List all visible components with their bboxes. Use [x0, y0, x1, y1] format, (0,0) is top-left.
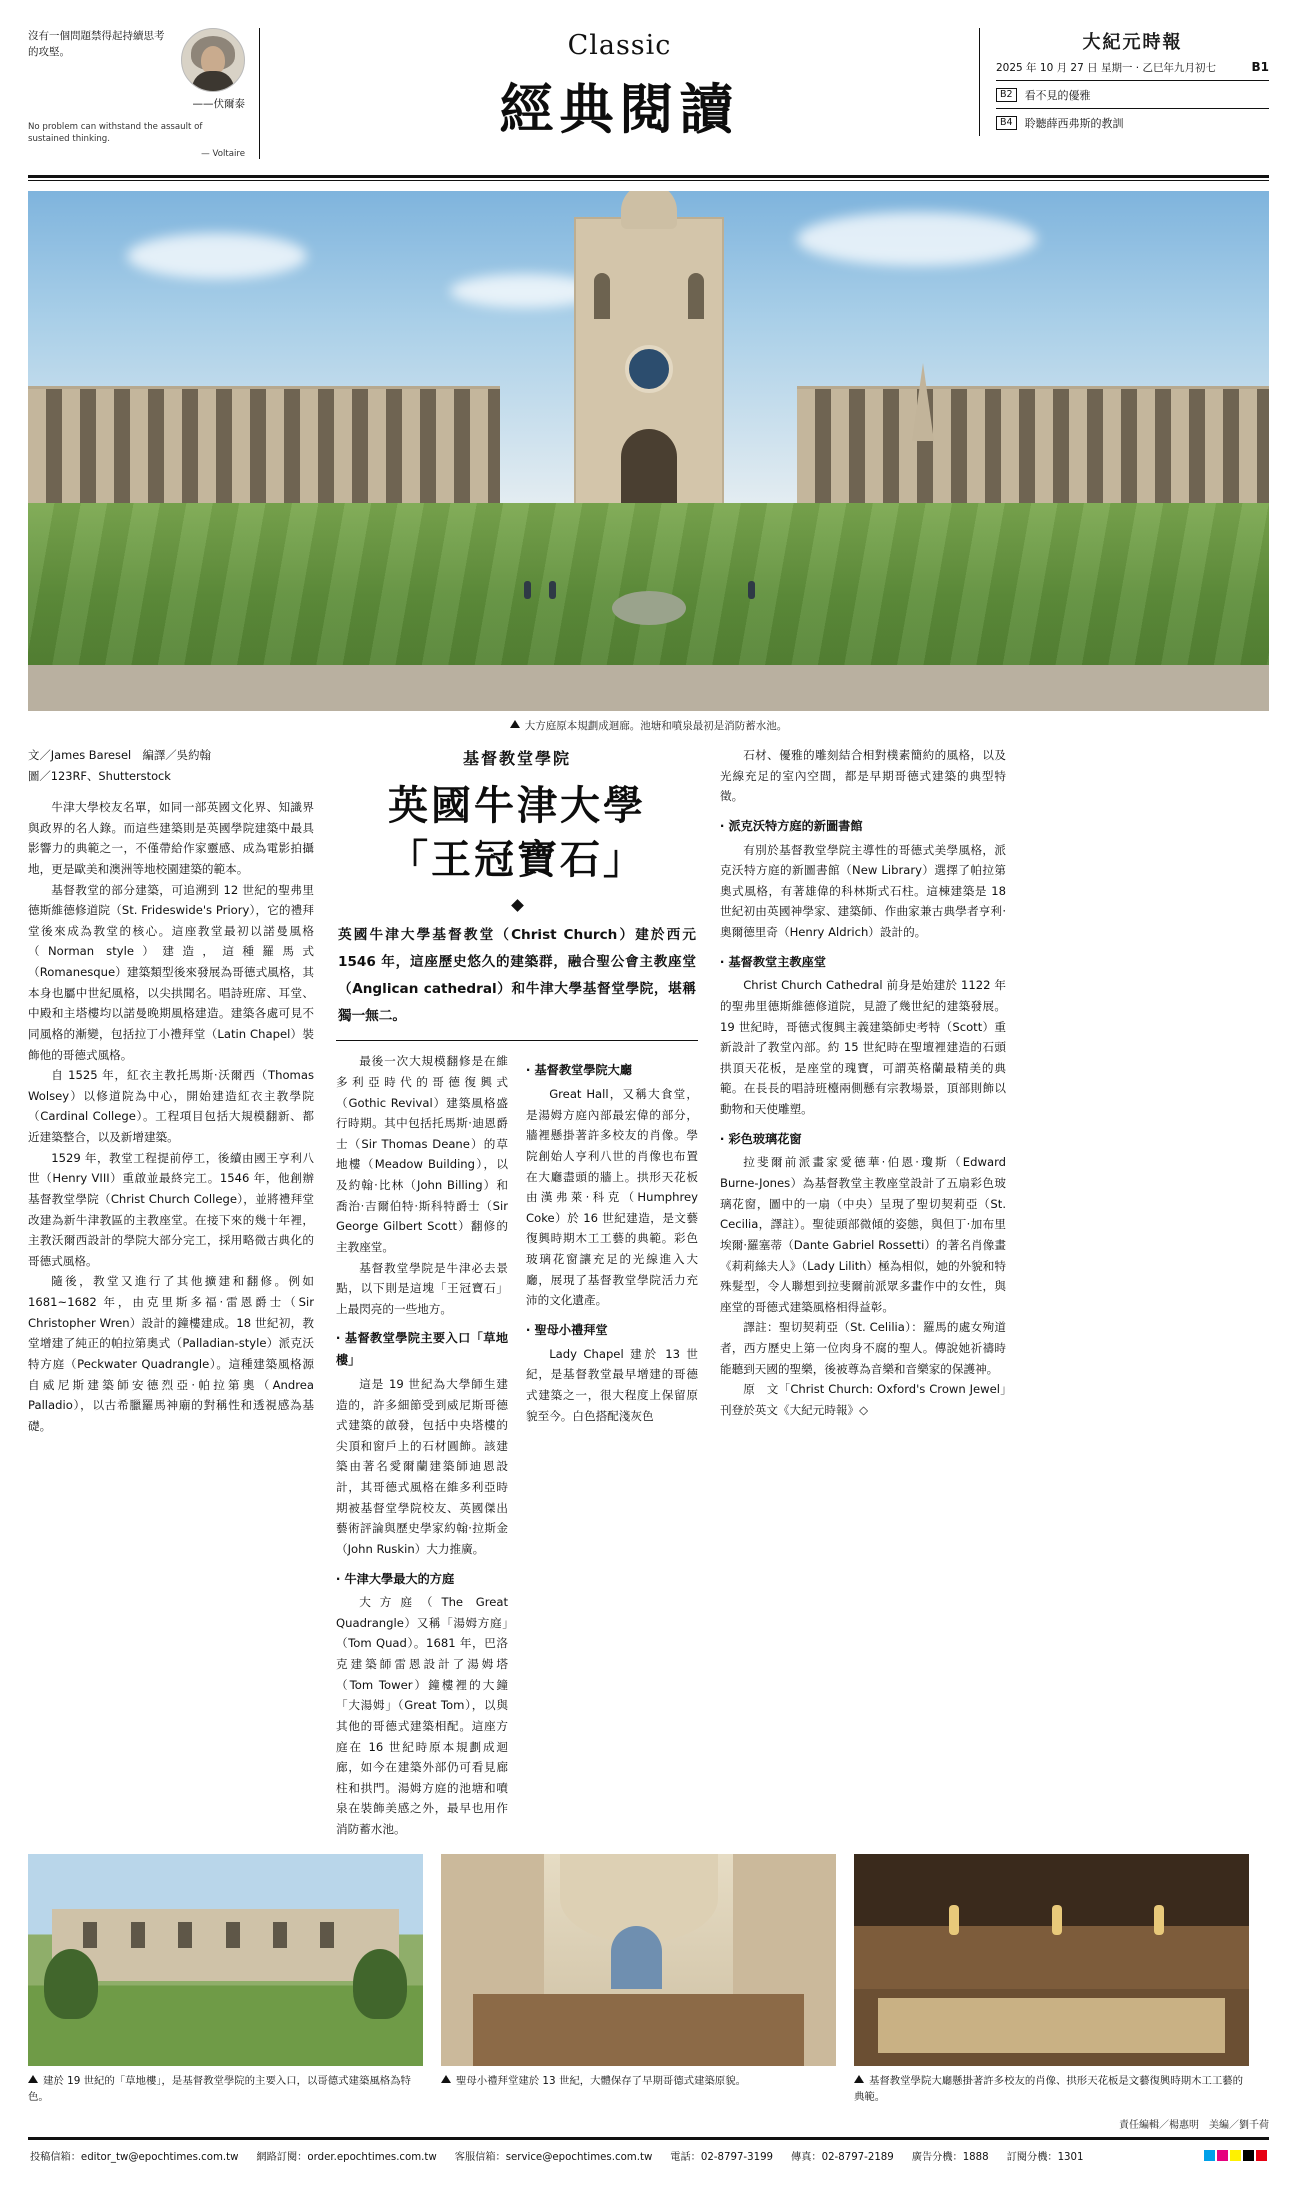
editor-credit: 責任編輯／楊惠明 美編／劉千荷 — [1119, 2120, 1269, 2131]
photo-caption — [28, 2073, 423, 2106]
article-kicker: 基督教堂學院 — [462, 748, 571, 768]
byline-block — [28, 745, 314, 787]
masthead — [28, 0, 1269, 169]
column-2b — [526, 1051, 698, 1839]
byline-authors: 文／James Baresel 編譯／吳約翰 — [28, 747, 211, 762]
footer-tel: 電話：02-8797-3199 — [670, 2152, 774, 2163]
paragraph: 有別於基督教堂學院主導性的哥德式美學風格，派克沃特方庭的新圖書館（New Library）選擇了帕拉第奧式風格，有著雄偉的科林斯式石柱。這棟建築是 18 世紀初由英國神學家、建築師、作曲家兼古典學者亨利‧奧爾德里奇（Henry Aldrich）設計的。 — [720, 842, 1006, 939]
voltaire-portrait-avatar — [181, 28, 245, 92]
quote-english: No problem can withstand the assault of sustained thinking. — [28, 122, 203, 145]
index-label-b2: 看不見的優雅 — [1024, 89, 1091, 102]
quote-english-attribution: — Voltaire — [201, 148, 245, 159]
page-title-line-2: 「王冠寶石」 — [388, 835, 646, 883]
photo-great-hall — [854, 1854, 1249, 2106]
bottom-photo-row — [28, 1854, 1269, 2106]
photo-image — [441, 1854, 836, 2066]
masthead-rule-thin — [28, 180, 1269, 181]
paper-name: 大紀元時報 — [1082, 32, 1183, 53]
masthead-title-block — [260, 28, 979, 144]
section-heading: ‧ 基督教堂學院主要入口「草地樓」 — [336, 1328, 508, 1371]
section-heading: ‧ 基督教堂主教座堂 — [720, 952, 1006, 974]
paragraph: 最後一次大規模翻修是在維多利亞時代的哥德復興式（Gothic Revival）建築風格盛行時期。其中包括托馬斯‧迪恩爵士（Sir Thomas Deane）的草地樓（Meadow Building），以及約翰‧比林（John Billing）和喬治‧吉爾伯特‧斯科特爵士（Sir George Gilbert Scott）翻修的主教座堂。 — [336, 1054, 508, 1254]
page-title-line-1: 英國牛津大學 — [388, 782, 646, 830]
section-heading: ‧ 基督教堂學院大廳 — [526, 1060, 698, 1082]
caption-triangle-icon — [510, 720, 520, 728]
section-heading: ‧ 派克沃特方庭的新圖書館 — [720, 816, 1006, 838]
index-item-b2[interactable] — [996, 81, 1269, 109]
index-badge-b4: B4 — [996, 116, 1017, 130]
swatch-red — [1256, 2150, 1267, 2161]
caption-triangle-icon — [854, 2075, 864, 2083]
caption-triangle-icon — [441, 2075, 451, 2083]
tower-clock — [625, 345, 673, 393]
page-number: B1 — [1251, 60, 1269, 74]
masthead-info-block — [979, 28, 1269, 136]
diamond-divider-icon — [511, 899, 524, 912]
paragraph: 基督教堂的部分建築，可追溯到 12 世紀的聖弗里德斯維德修道院（St. Frideswide's Priory），它的禮拜堂後來成為教堂的核心。這座教堂最初以諾曼風格（Norman style）建造，這種羅馬式（Romanesque）建築類型後來發展為哥德式風格，其本身也屬中世紀風格，以尖拱聞名。唱詩班席、耳堂、中殿和主塔樓均以諾曼晚期風格建造。建築各處可見不同風格的漸變，包括拉丁小禮拜堂（Latin Chapel）裝飾他的哥德式風格。 — [28, 882, 314, 1062]
column-2a — [336, 1051, 508, 1839]
masthead-quote-block — [28, 28, 260, 159]
photo-caption-text: 基督教堂學院大廳懸掛著許多校友的肖像、拱形天花板是文藝復興時期木工工藝的典範。 — [854, 2074, 1244, 2104]
paragraph: 隨後，教堂又進行了其他擴建和翻修。例如 1681~1682 年，由克里斯多福‧雷恩爵士（Sir Christopher Wren）設計的鐘樓建成。18 世紀初，教堂增建了純正的帕拉第奧式（Palladian-style）派克沃特方庭（Peckwater Quadrangle）。這種建築風格源自威尼斯建築師安德烈亞‧帕拉第奧（Andrea Palladio），以古希臘羅馬神廟的對稱性和透視感為基礎。 — [28, 1274, 314, 1433]
translator-note: 譯註：聖切契莉亞（St. Celilia）：羅馬的處女殉道者，西方歷史上第一位肉身不腐的聖人。傳說她祈禱時能聽到天國的聖樂，後被尊為音樂和音樂家的保護神。 — [720, 1320, 1006, 1376]
photo-image — [854, 1854, 1249, 2066]
caption-triangle-icon — [28, 2075, 38, 2083]
photo-meadow-building — [28, 1854, 423, 2106]
section-heading: ‧ 聖母小禮拜堂 — [526, 1320, 698, 1342]
tom-tower — [574, 217, 724, 539]
swatch-black — [1243, 2150, 1254, 2161]
swatch-magenta — [1217, 2150, 1228, 2161]
masthead-rule-thick — [28, 175, 1269, 178]
footer-submission[interactable]: 投稿信箱：editor_tw@epochtimes.com.tw — [30, 2152, 239, 2163]
hero-photo-tom-quad — [28, 191, 1269, 711]
color-registration-swatches — [1204, 2150, 1267, 2161]
source-note: 原 文「Christ Church: Oxford's Crown Jewel」刊登於英文《大紀元時報》◇ — [720, 1382, 1006, 1417]
paragraph: 自 1525 年，紅衣主教托馬斯‧沃爾西（Thomas Wolsey）以修道院為中心，開始建造紅衣主教學院（Cardinal College）。工程項目包括大規模翻新、都近建築整合，以及新增建築。 — [28, 1068, 314, 1145]
photo-caption-text: 建於 19 世紀的「草地樓」，是基督教堂學院的主要入口，以哥德式建築風格為特色。 — [28, 2074, 411, 2104]
classic-label: Classic — [567, 30, 672, 61]
hero-caption-text: 大方庭原本規劃成迴廊。池塘和噴泉最初是消防蓄水池。 — [524, 719, 788, 732]
photo-lady-chapel — [441, 1854, 836, 2106]
index-label-b4: 聆聽薛西弗斯的教訓 — [1024, 117, 1124, 130]
date-row — [996, 54, 1269, 81]
article-body — [28, 745, 1269, 1840]
footer-fax: 傳真：02-8797-2189 — [791, 2152, 894, 2163]
footer-service[interactable]: 客服信箱：service@epochtimes.com.tw — [454, 2152, 653, 2163]
paragraph: 基督教堂學院是牛津必去景點，以下則是這塊「王冠寶石」上最閃亮的一些地方。 — [336, 1260, 508, 1316]
publication-date: 2025 年 10 月 27 日 星期一 · 乙巳年九月初七 — [996, 62, 1216, 74]
paragraph: 大方庭（The Great Quadrangle）又稱「湯姆方庭」（Tom Quad）。1681 年，巴洛克建築師雷恩設計了湯姆塔（Tom Tower）鐘樓裡的大鐘「大湯姆」（Great Tom），以與其他的哥德式建築相配。這座方庭在 16 世紀時原本規劃成迴廊，如今在建築外部仍可看見廊柱和拱門。湯姆方庭的池塘和噴泉在裝飾美感之外，最早也用作消防蓄水池。 — [336, 1595, 508, 1837]
section-heading: ‧ 牛津大學最大的方庭 — [336, 1569, 508, 1591]
swatch-yellow — [1230, 2150, 1241, 2161]
headline-block — [336, 745, 698, 910]
paragraph: 石材、優雅的雕刻結合相對樸素簡約的風格，以及光線充足的室內空間，都是早期哥德式建築的典型特徵。 — [720, 747, 1006, 804]
paragraph: 這是 19 世紀為大學師生建造的，許多細節受到威尼斯哥德式建築的啟發，包括中央塔樓的尖頂和窗戶上的石材圓飾。該建築由著名愛爾蘭建築師迪恩設計，其哥德式風格在維多利亞時期被基督堂學院校友、英國傑出藝術評論與歷史學家約翰‧拉斯金（John Ruskin）大力推廣。 — [336, 1376, 508, 1556]
footer-subscribe-ext: 訂閱分機：1301 — [1006, 2152, 1084, 2163]
paragraph: 1529 年，教堂工程提前停工，後續由國王亨利八世（Henry VIII）重啟並最終完工。1546 年，他創辦基督教堂學院（Christ Church College），並將禮拜堂改建為新牛津教區的主教座堂。在接下來的幾十年裡，主教沃爾西設計的學院大部分完工，採用略微古典化的哥德式風格。 — [28, 1150, 314, 1268]
section-title: 經典閱讀 — [499, 77, 740, 141]
photo-image — [28, 1854, 423, 2066]
article-standfirst: 英國牛津大學基督教堂（Christ Church）建於西元 1546 年，這座歷史悠久的建築群，融合聖公會主教座堂（Anglican cathedral）和牛津大學基督堂學院，堪稱獨一無二。 — [336, 922, 698, 1042]
paragraph: Christ Church Cathedral 前身是始建於 1122 年的聖弗里德斯維德修道院，見證了幾世紀的建築發展。19 世紀時，哥德式復興主義建築師史考特（Scott）重新設計了教堂內部。約 15 世紀時在聖壇裡建造的石頭拱頂天花板，是座堂的瑰寶，可謂英格蘭最精美的典範。在長長的唱詩班檯兩側懸有宗教場景，頂部則飾以動物和天使雕塑。 — [720, 978, 1006, 1117]
column-3 — [720, 745, 1006, 1840]
quote-chinese: 沒有一個問題禁得起持續思考的攻堅。 — [28, 30, 165, 59]
index-item-b4[interactable] — [996, 109, 1269, 136]
section-heading: ‧ 彩色玻璃花窗 — [720, 1129, 1006, 1151]
paragraph: Lady Chapel 建於 13 世紀，是基督教堂最早增建的哥德式建築之一，很大程度上保留原貌至今。白色搭配淺灰色 — [526, 1346, 698, 1423]
photo-caption-text: 聖母小禮拜堂建於 13 世紀，大體保存了早期哥德式建築原貌。 — [456, 2074, 746, 2087]
quote-chinese-attribution: ——伏爾泰 — [192, 98, 245, 110]
paragraph: Great Hall，又稱大食堂，是湯姆方庭內部最宏偉的部分，牆裡懸掛著許多校友的肖像。學院創始人亨利八世的肖像也布置在大廳盡頭的牆上。拱形天花板由漢弗萊‧科克（Humphrey Coke）於 16 世紀建造，是文藝復興時期木工工藝的典範。彩色玻璃花窗讓充足的光線進入大廳，展現了基督教堂學院活力充沛的文化遺產。 — [526, 1087, 698, 1308]
column-1 — [28, 745, 314, 1840]
photo-caption — [854, 2073, 1249, 2106]
hero-caption — [28, 711, 1269, 733]
byline-photo-credit: 圖／123RF、Shutterstock — [28, 769, 171, 783]
paragraph: 牛津大學校友名單，如同一部英國文化界、知識界與政界的名人錄。而這些建築則是英國學院建築中最具影響力的典範之一，不僅帶給作家靈感、成為電影拍攝地，更是歐美和澳洲等地校園建築的範本。 — [28, 800, 314, 876]
photo-caption — [441, 2073, 836, 2090]
index-badge-b2: B2 — [996, 88, 1017, 102]
paragraph: 拉斐爾前派畫家愛德華‧伯恩‧瓊斯（Edward Burne-Jones）為基督教堂主教座堂設計了五扇彩色玻璃花窗，圖中的一扇（中央）呈現了聖切契莉亞（St. Cecilia，譯註）。聖徒頭部微傾的姿態，與但丁‧加布里埃爾‧羅塞蒂（Dante Gabriel Rossetti）的著名肖像畫《莉莉絲夫人》（Lady Lilith）極為相似，她的外貌和特殊髮型，令人聯想到拉斐爾前派眾多畫作中的女性，與座堂的哥德式建築風格相得益彰。 — [720, 1155, 1006, 1314]
column-2 — [336, 745, 698, 1840]
footer-subscribe[interactable]: 網路訂閱：order.epochtimes.com.tw — [256, 2152, 437, 2163]
swatch-cyan — [1204, 2150, 1215, 2161]
footer-ads-ext: 廣告分機：1888 — [911, 2152, 989, 2163]
page-footer — [28, 2137, 1269, 2163]
